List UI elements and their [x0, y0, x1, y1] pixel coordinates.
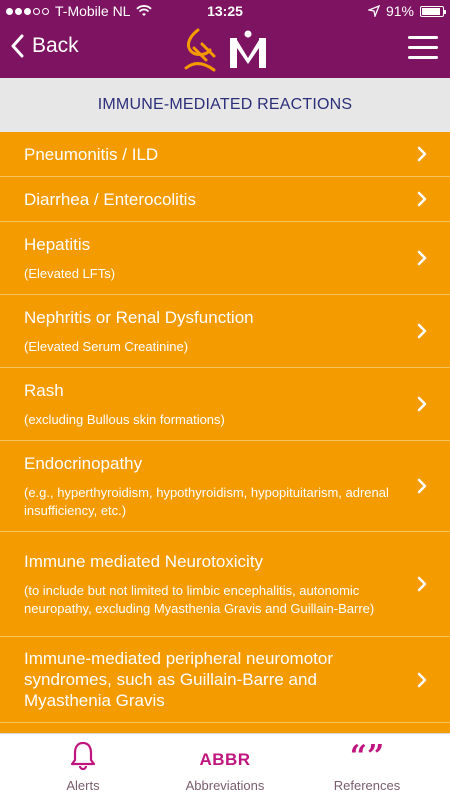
list-item-title: Immune mediated Neurotoxicity: [24, 551, 264, 571]
astrazeneca-logo-icon: [180, 26, 272, 74]
list-item-pneumonitis[interactable]: [0, 132, 450, 177]
list-item-title: Diarrhea / Enterocolitis: [24, 189, 196, 209]
location-arrow-icon: [368, 5, 380, 17]
status-bar: [0, 0, 450, 22]
tab-alerts[interactable]: [8, 734, 158, 800]
list-item-title: Nephritis or Renal Dysfunction: [24, 307, 254, 327]
tab-label: Abbreviations: [185, 778, 265, 793]
battery-percent: 91%: [385, 3, 414, 19]
list-item-subtitle: (Elevated LFTs): [24, 265, 116, 281]
list-item-title: Rash: [24, 380, 64, 400]
tab-label: Alerts: [66, 778, 100, 793]
list-item-endocrinopathy[interactable]: [0, 441, 450, 532]
list-item-diarrhea[interactable]: [0, 177, 450, 222]
chevron-left-icon: [10, 34, 24, 58]
chevron-right-icon: [416, 396, 428, 412]
list-item-title: Hepatitis: [24, 234, 91, 254]
list-item-title: Immune-mediated peripheral neuromotor syndromes, such as Guillain-Barre and Myasthenia Gravis: [24, 649, 333, 710]
tab-icon-wrap: [292, 734, 442, 774]
nav-bar: [0, 22, 450, 78]
list-item-subtitle: (to include but not limited to limbic encephalitis, autonomic neuropathy, excluding Myasthenia Gravis and Guillain-Barre): [24, 582, 375, 616]
battery-level: [422, 8, 440, 15]
list-item-neuromotor-syndromes[interactable]: [0, 637, 450, 723]
chevron-right-icon: [416, 672, 428, 688]
list-item-rash[interactable]: [0, 368, 450, 441]
tab-icon-wrap: [8, 734, 158, 770]
list-item-title: Pneumonitis / ILD: [24, 144, 159, 164]
list-item-nephritis[interactable]: [0, 295, 450, 368]
battery-icon: [420, 6, 444, 17]
hamburger-line: [408, 46, 438, 49]
hamburger-menu-button[interactable]: [408, 36, 438, 60]
tab-icon-wrap: [150, 734, 300, 770]
back-label: Back: [32, 34, 79, 57]
chevron-right-icon: [416, 478, 428, 494]
hamburger-menu-icon: [408, 36, 438, 39]
section-title: IMMUNE-MEDIATED REACTIONS: [0, 78, 450, 132]
chevron-right-icon: [416, 250, 428, 266]
hamburger-line: [408, 56, 438, 59]
abbr-icon: ABBR: [199, 750, 251, 769]
chevron-right-icon: [416, 191, 428, 207]
tab-bar: [0, 733, 450, 800]
back-button[interactable]: [10, 34, 79, 58]
list-item-neurotoxicity[interactable]: [0, 532, 450, 637]
tab-references[interactable]: [292, 734, 442, 800]
reactions-list[interactable]: [0, 132, 450, 733]
list-item-subtitle: (excluding Bullous skin formations): [24, 411, 225, 427]
carrier-name: T-Mobile NL: [55, 3, 131, 19]
chevron-right-icon: [416, 146, 428, 162]
list-item-title: Endocrinopathy: [24, 453, 143, 473]
bell-icon: [70, 740, 96, 770]
chevron-right-icon: [416, 576, 428, 592]
status-right: [368, 3, 444, 19]
list-item-subtitle: (e.g., hyperthyroidism, hypothyroidism, hypopituitarism, adrenal insufficiency, etc.): [24, 484, 389, 518]
list-item-hepatitis[interactable]: [0, 222, 450, 295]
tab-label: References: [333, 778, 401, 793]
quote-icon: “”: [349, 739, 385, 774]
list-item-subtitle: (Elevated Serum Creatinine): [24, 338, 189, 354]
tab-abbreviations[interactable]: [150, 734, 300, 800]
status-time: 13:25: [207, 3, 243, 19]
chevron-right-icon: [416, 323, 428, 339]
